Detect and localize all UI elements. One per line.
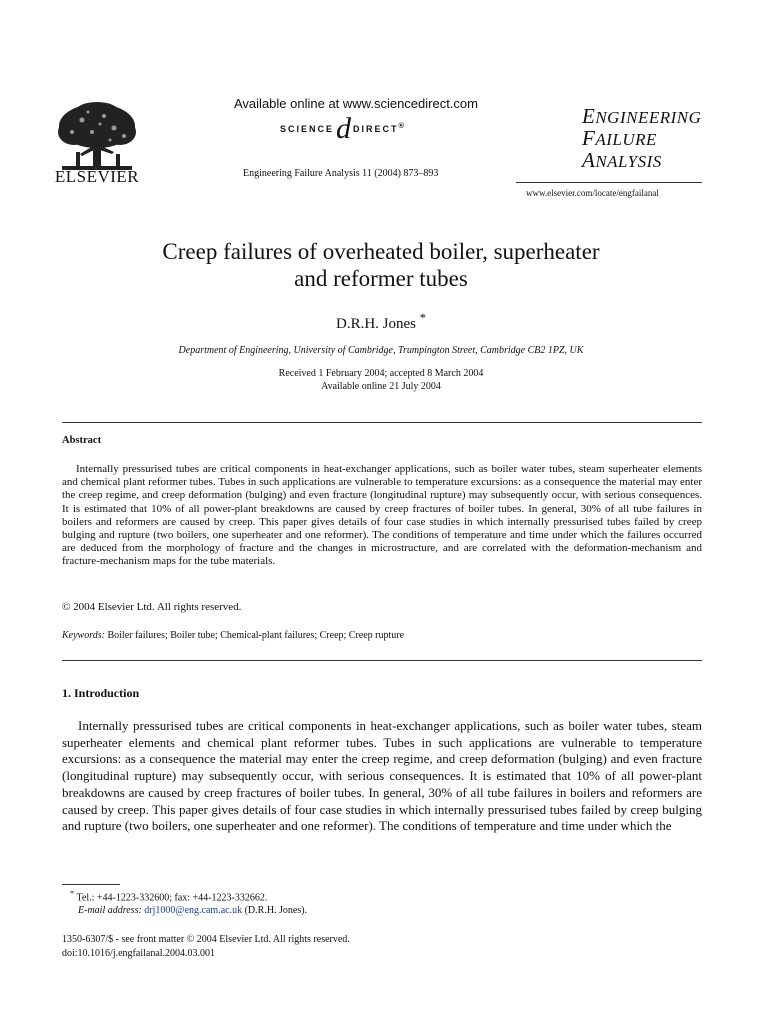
issn-line: 1350-6307/$ - see front matter © 2004 Elsevier Ltd. All rights reserved.	[62, 934, 350, 945]
journal-title-rest-2: AILURE	[595, 130, 657, 149]
footnote-contact	[70, 889, 267, 903]
journal-title-rest-3: NALYSIS	[595, 152, 662, 171]
author-name	[100, 311, 662, 333]
footnote-email	[78, 905, 307, 916]
abstract-top-rule	[62, 422, 702, 423]
article-title-line-2: and reformer tubes	[294, 266, 468, 291]
keywords-label: Keywords:	[62, 630, 105, 641]
sd-left-text: SCIENCE	[280, 124, 335, 134]
introduction-text: Internally pressurised tubes are critical components in heat-exchanger applications, such as boiler water tubes, steam superheater elements and chemical plant reformer tubes. Tubes in such applications are vulnerable to temperature excursions: as a consequence the material may enter the creep regime, and creep deformation (bulging) and even fracture (longitudinal rupture) may subsequently occur, with serious consequences. It is estimated that 10% of all power-plant breakdowns are caused by creep fractures of boiler tubes. In general, 30% of all tube failures in boilers and reformers are caused by creep. This paper gives details of four case studies in which internally pressurised tubes failed by creep bulging and rupture (two boilers, one superheater and one reformer). The conditions of temperature and time under which the	[62, 718, 702, 834]
sd-registered-mark: ®	[398, 121, 407, 130]
footnote-divider	[62, 884, 120, 885]
keywords	[62, 630, 404, 641]
abstract-bottom-rule	[62, 660, 702, 661]
email-label: E-mail address:	[78, 905, 142, 916]
author-footnote-mark[interactable]: *	[419, 311, 426, 325]
article-dates	[100, 367, 662, 393]
journal-title-cap-1: E	[582, 104, 596, 128]
abstract-text: Internally pressurised tubes are critical components in heat-exchanger applications, such as boiler water tubes, steam superheater elements and chemical plant reformer tubes. Tubes in such applications are vulnerable to temperature excursions: as a consequence the material may enter the creep regime, and creep deformation (bulging) and even fracture (longitudinal rupture) may subsequently occur, with serious consequences. It is estimated that 10% of all power-plant breakdowns are caused by creep fractures of boiler tubes. In general, 30% of all tube failures in boilers and reformers are caused by creep. This paper gives details of four case studies in which internally pressurised tubes failed by creep bulging and rupture (two boilers, one superheater and one reformer). The conditions of temperature and time under which the failures occurred are deduced from the morphology of fracture and the changes in microstructure, and are correlated with the deformation-mechanism and fracture-mechanism maps for the tube materials.	[62, 463, 702, 568]
article-title-line-1: Creep failures of overheated boiler, superheater	[162, 239, 600, 264]
journal-title-cap-3: A	[582, 148, 596, 172]
doi-link[interactable]: doi:10.1016/j.engfailanal.2004.03.001	[62, 948, 216, 959]
journal-citation: Engineering Failure Analysis 11 (2004) 873–893	[243, 168, 439, 179]
publisher-name: ELSEVIER	[54, 167, 140, 186]
email-link[interactable]: drj1000@eng.cam.ac.uk	[144, 905, 243, 916]
available-date: Available online 21 July 2004	[321, 381, 441, 392]
keywords-list: Boiler failures; Boiler tube; Chemical-plant failures; Creep; Creep rupture	[107, 630, 405, 641]
journal-divider	[516, 182, 702, 183]
section-heading-introduction: 1. Introduction	[62, 686, 140, 700]
author-text: D.R.H. Jones	[335, 316, 416, 332]
received-date: Received 1 February 2004; accepted 8 March 2004	[278, 368, 484, 379]
abstract-copyright: © 2004 Elsevier Ltd. All rights reserved.	[62, 601, 242, 613]
journal-title	[582, 106, 712, 172]
available-online-banner: Available online at www.sciencedirect.com	[234, 96, 478, 111]
footnote-contact-text: Tel.: +44-1223-332600; fax: +44-1223-332662.	[76, 892, 268, 904]
journal-title-rest-1: NGINEERING	[595, 108, 702, 127]
email-suffix: (D.R.H. Jones).	[244, 905, 308, 916]
journal-title-cap-2: F	[582, 126, 596, 150]
journal-url-link[interactable]: www.elsevier.com/locate/engfailanal	[526, 188, 659, 198]
author-affiliation: Department of Engineering, University of Cambridge, Trumpington Street, Cambridge CB2 1PZ, UK	[178, 345, 584, 356]
abstract-heading: Abstract	[62, 435, 102, 446]
sd-right-text: DIRECT	[353, 124, 399, 134]
sciencedirect-logo	[280, 112, 406, 146]
footnote-mark: *	[70, 889, 75, 898]
article-title	[100, 238, 662, 292]
sd-at-icon: d	[336, 112, 352, 145]
